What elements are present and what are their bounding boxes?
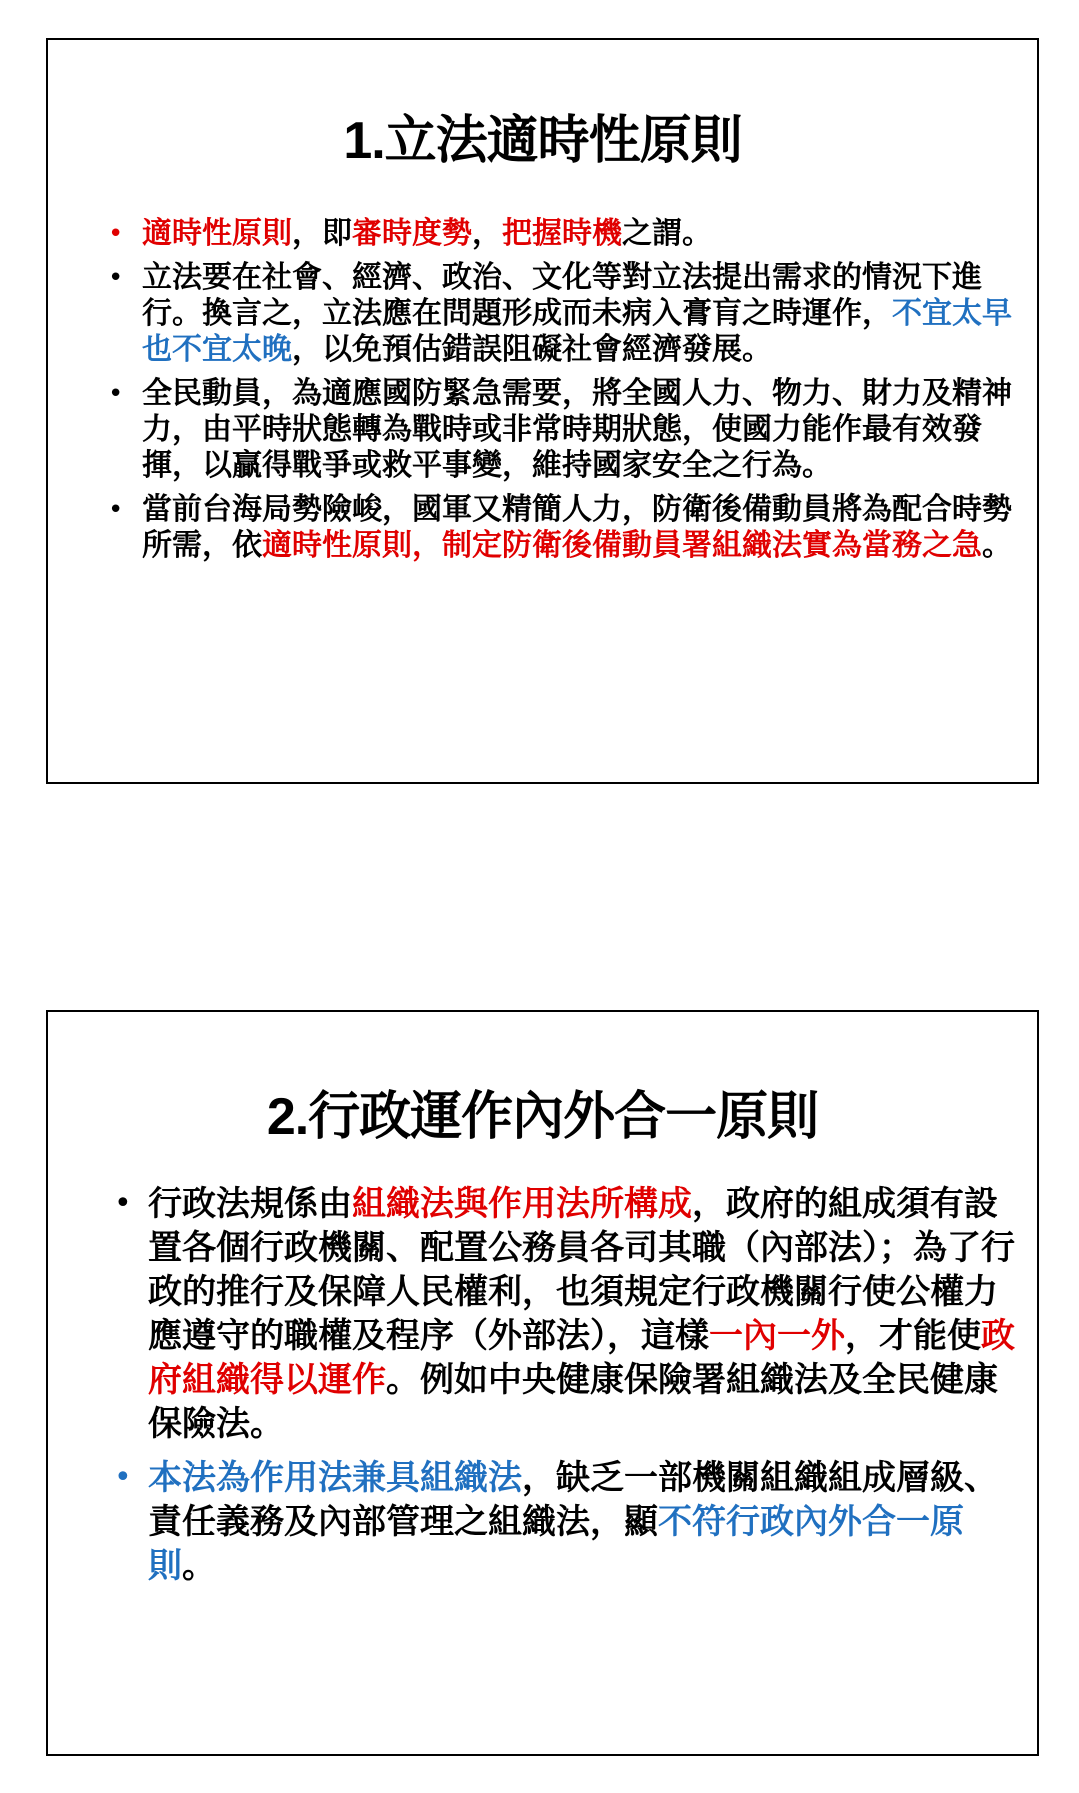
text-segment: ，才能使 (845, 1316, 981, 1356)
text-segment: 審時度勢 (352, 216, 472, 251)
bullet-dot-icon: • (114, 1186, 132, 1221)
bullet-dot-icon: • (114, 1460, 132, 1495)
bullet-item (108, 376, 1018, 484)
text-segment: 行政法規係由 (148, 1184, 352, 1224)
bullet-dot-icon: • (108, 379, 124, 409)
bullet-dot-icon: • (108, 219, 124, 249)
text-segment: 本法為作用法兼具組織法 (148, 1458, 522, 1498)
text-segment: 不宜太早也不宜太晚 (142, 296, 1012, 367)
text-segment: ，以免預估錯誤阻礙社會經濟發展。 (292, 332, 772, 367)
text-segment: 一內一外 (709, 1316, 845, 1356)
text-segment: 。 (182, 1546, 216, 1586)
slide-title: 2.行政運作內外合一原則 (266, 1088, 819, 1146)
text-segment: 適時性原則，制定防衛後備動員署組織法實為當務之急 (262, 528, 982, 563)
text-segment: 把握時機 (502, 216, 622, 251)
text-segment: ，即 (292, 216, 352, 251)
text-segment: 。例如中央健康保險署組織法及全民健康保險法。 (148, 1360, 998, 1444)
text-segment: ，政府的組成須有設置各個行政機關、配置公務員各司其職（內部法）；為了行政的推行及保障人民權利，也須規定行政機關行使公權力應遵守的職權及程序（外部法），這樣 (148, 1184, 1015, 1356)
text-segment: 組織法與作用法所構成 (352, 1184, 692, 1224)
slide-title: 1.立法適時性原則 (343, 112, 742, 170)
bullet-item (114, 1456, 1028, 1588)
bullet-item (108, 260, 1018, 368)
bullet-item (108, 492, 1018, 564)
bullet-dot-icon: • (108, 263, 124, 293)
text-segment: ，缺乏一部機關組織組成層級、責任義務及內部管理之組織法，顯 (148, 1458, 998, 1542)
text-segment: 適時性原則 (142, 216, 292, 251)
slide-2 (46, 1010, 1039, 1756)
bullet-list (108, 216, 1018, 572)
bullet-item (114, 1182, 1028, 1446)
text-segment: ， (472, 216, 502, 251)
bullet-list (114, 1182, 1028, 1598)
slide-1 (46, 38, 1039, 784)
text-segment: 之謂。 (622, 216, 712, 251)
bullet-dot-icon: • (108, 495, 124, 525)
text-segment: 當前台海局勢險峻，國軍又精簡人力，防衛後備動員將為配合時勢所需，依 (142, 492, 1012, 563)
bullet-item (108, 216, 1018, 252)
text-segment: 不符行政內外合一原則 (148, 1502, 964, 1586)
text-segment: 立法要在社會、經濟、政治、文化等對立法提出需求的情況下進行。換言之，立法應在問題形成而未病入膏肓之時運作， (142, 260, 982, 331)
text-segment: 。 (982, 528, 1012, 563)
text-segment: 全民動員，為適應國防緊急需要，將全國人力、物力、財力及精神力，由平時狀態轉為戰時或非常時期狀態，使國力能作最有效發揮，以贏得戰爭或救平事變，維持國家安全之行為。 (142, 376, 1012, 483)
text-segment: 政府組織得以運作 (148, 1316, 1015, 1400)
